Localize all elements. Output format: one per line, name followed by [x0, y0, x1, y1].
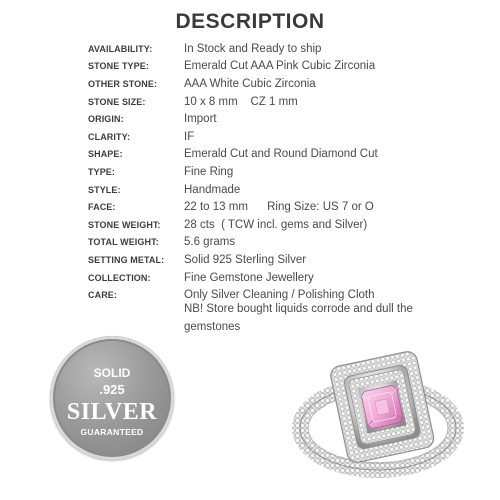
- spec-row-stone-type: [88, 58, 488, 76]
- spec-label: SETTING METAL:: [88, 254, 165, 265]
- spec-row-type: [88, 163, 488, 181]
- spec-value: Fine Gemstone Jewellery: [184, 271, 314, 284]
- spec-row-availability: [88, 40, 488, 58]
- spec-row-setting-metal: [88, 251, 488, 269]
- spec-value: Only Silver Cleaning / Polishing Cloth: [184, 289, 375, 302]
- spec-label: STONE WEIGHT:: [88, 219, 161, 230]
- spec-label: AVAILABILITY:: [88, 43, 153, 54]
- spec-label: CLARITY:: [88, 131, 131, 142]
- spec-value: Import: [184, 113, 217, 126]
- spec-label: STYLE:: [88, 184, 121, 195]
- spec-value: 10 x 8 mm CZ 1 mm: [184, 95, 298, 108]
- seal-line-1: SOLID: [93, 366, 131, 380]
- spec-label: ORIGIN:: [88, 114, 124, 125]
- silver-guarantee-seal: [50, 336, 174, 460]
- ring-image: [290, 318, 470, 498]
- spec-label: FACE:: [88, 202, 116, 213]
- spec-label: STONE TYPE:: [88, 61, 149, 72]
- spec-row-face: [88, 198, 488, 216]
- spec-value: Emerald Cut and Round Diamond Cut: [184, 148, 378, 161]
- spec-row-collection: [88, 269, 488, 287]
- spec-value: Handmade: [184, 183, 241, 196]
- spec-value: 5.6 grams: [184, 236, 236, 249]
- spec-label: OTHER STONE:: [88, 78, 158, 89]
- spec-label: COLLECTION:: [88, 272, 151, 283]
- spec-list: [88, 40, 488, 304]
- spec-row-origin: [88, 110, 488, 128]
- spec-value: Emerald Cut AAA Pink Cubic Zirconia: [184, 60, 376, 73]
- spec-value: Solid 925 Sterling Silver: [184, 253, 307, 266]
- spec-value: Fine Ring: [184, 165, 234, 178]
- spec-row-other-stone: [88, 75, 488, 93]
- spec-label: TOTAL WEIGHT:: [88, 237, 159, 248]
- spec-label: SHAPE:: [88, 149, 123, 160]
- spec-label: CARE:: [88, 290, 117, 301]
- spec-label: TYPE:: [88, 166, 116, 177]
- spec-value: AAA White Cubic Zirconia: [184, 77, 316, 90]
- spec-row-stone-size: [88, 93, 488, 111]
- spec-row-total-weight: [88, 234, 488, 252]
- spec-row-style: [88, 181, 488, 199]
- ring-halo: [329, 350, 435, 464]
- spec-label: STONE SIZE:: [88, 96, 146, 107]
- spec-row-stone-weight: [88, 216, 488, 234]
- spec-value: 28 cts ( TCW incl. gems and Silver): [184, 218, 368, 231]
- page-title: DESCRIPTION: [175, 10, 325, 33]
- care-note: NB! Store bought liquids corrode and dull the gemstones: [184, 303, 413, 333]
- seal-line-4: GUARANTEED: [80, 427, 144, 437]
- spec-row-clarity: [88, 128, 488, 146]
- spec-value: IF: [184, 130, 195, 143]
- spec-value: In Stock and Ready to ship: [184, 42, 322, 55]
- spec-value: 22 to 13 mm Ring Size: US 7 or O: [184, 201, 374, 214]
- seal-line-3: SILVER: [66, 399, 158, 425]
- spec-row-shape: [88, 146, 488, 164]
- seal-line-2: .925: [99, 382, 125, 397]
